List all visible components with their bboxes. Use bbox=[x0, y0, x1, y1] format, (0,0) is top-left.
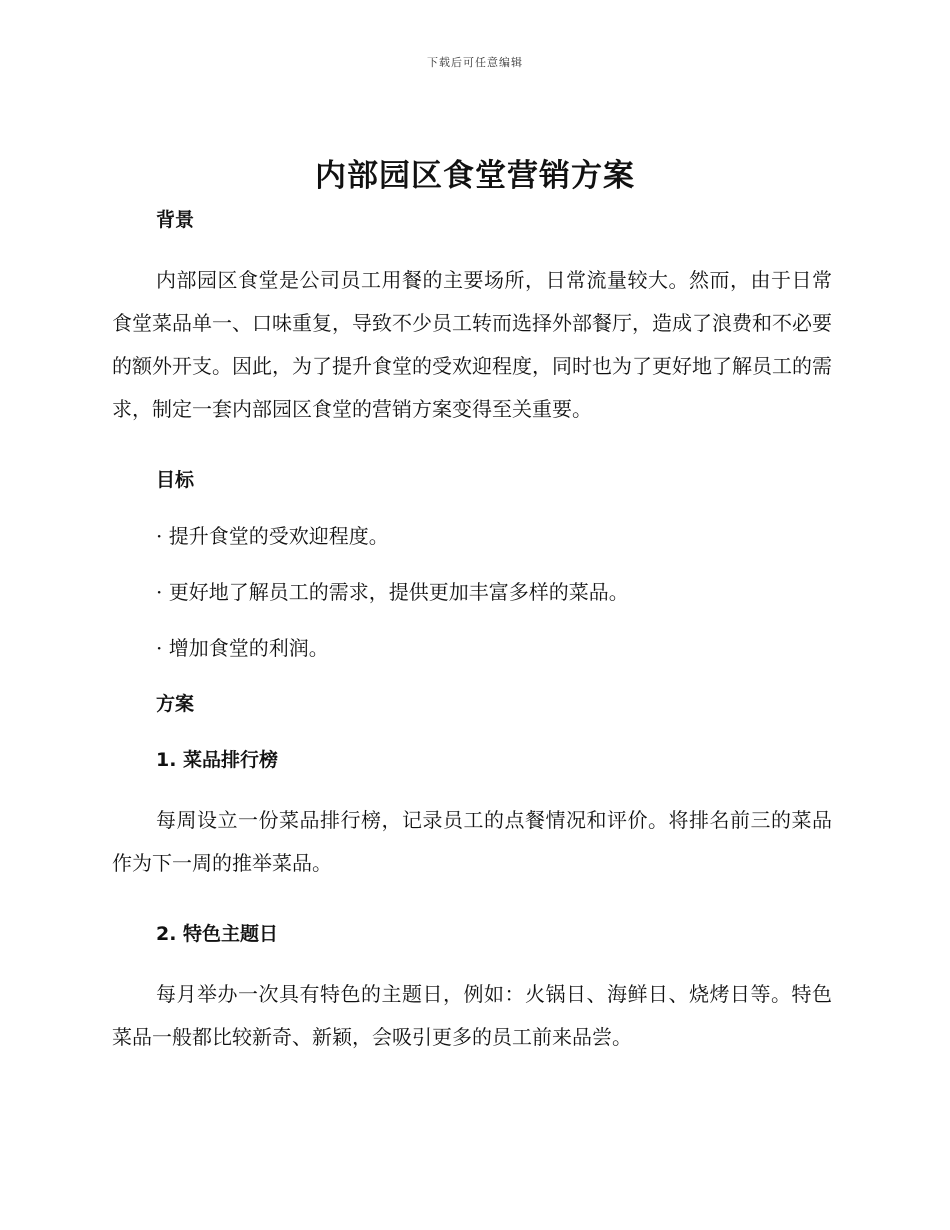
ranking-paragraph: 每周设立一份菜品排行榜，记录员工的点餐情况和评价。将排名前三的菜品作为下一周的推举菜品。 bbox=[112, 808, 832, 875]
goal-item: · 提升食堂的受欢迎程度。 bbox=[156, 524, 389, 548]
subsection-heading-theme-day: 2. 特色主题日 bbox=[156, 923, 279, 945]
subsection-heading-ranking: 1. 菜品排行榜 bbox=[156, 749, 279, 771]
document-title: 内部园区食堂营销方案 bbox=[315, 158, 635, 194]
theme-day-paragraph: 每月举办一次具有特色的主题日，例如：火锅日、海鲜日、烧烤日等。特色菜品一般都比较新奇、新颖，会吸引更多的员工前来品尝。 bbox=[112, 982, 832, 1049]
document-body bbox=[112, 205, 832, 1059]
goal-item: · 增加食堂的利润。 bbox=[156, 636, 329, 660]
section-heading-plan: 方案 bbox=[156, 693, 195, 715]
section-heading-goals: 目标 bbox=[156, 469, 195, 491]
section-heading-background: 背景 bbox=[156, 209, 195, 231]
page-header-note: 下载后可任意编辑 bbox=[427, 56, 523, 69]
goal-item: · 更好地了解员工的需求，提供更加丰富多样的菜品。 bbox=[156, 580, 629, 604]
background-paragraph: 内部园区食堂是公司员工用餐的主要场所，日常流量较大。然而，由于日常食堂菜品单一、口味重复，导致不少员工转而选择外部餐厅，造成了浪费和不必要的额外开支。因此，为了提升食堂的受欢迎程度，同时也为了更好地了解员工的需求，制定一套内部园区食堂的营销方案变得至关重要。 bbox=[112, 268, 832, 421]
